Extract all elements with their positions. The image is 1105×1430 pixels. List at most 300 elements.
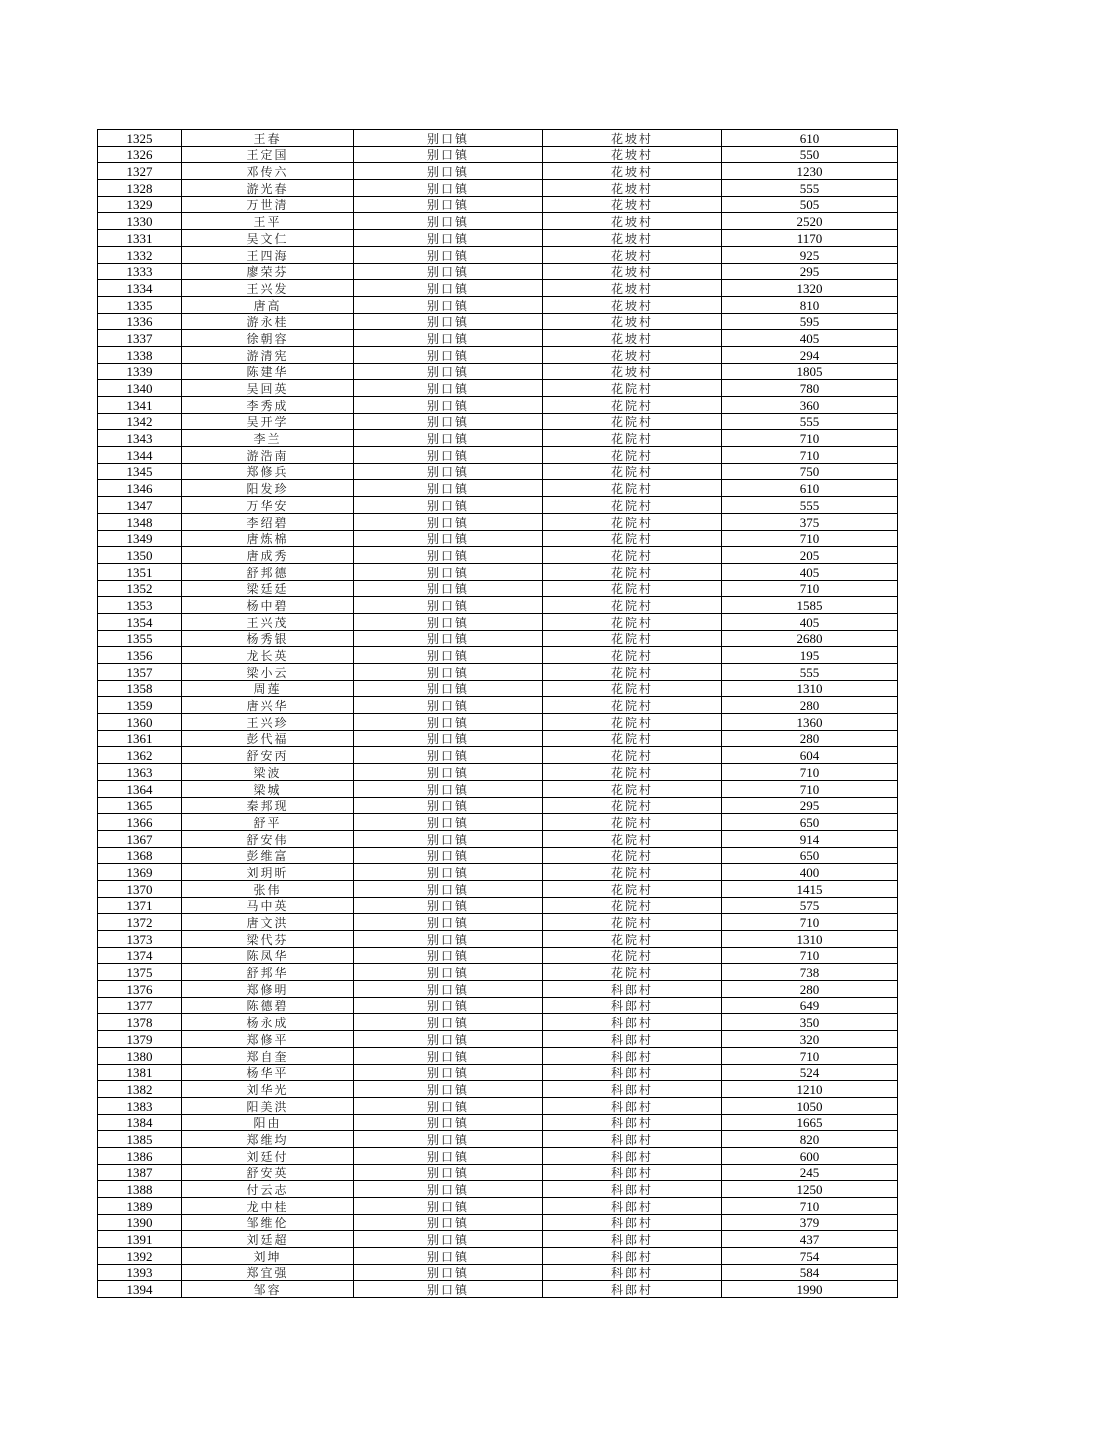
town-cell: 别口镇 bbox=[354, 263, 543, 280]
table-row bbox=[98, 764, 898, 781]
town-cell: 别口镇 bbox=[354, 664, 543, 681]
table-row bbox=[98, 330, 898, 347]
town-cell: 别口镇 bbox=[354, 246, 543, 263]
name-cell: 杨华平 bbox=[182, 1064, 354, 1081]
village-cell: 科郎村 bbox=[543, 1198, 722, 1215]
name-cell: 陈德碧 bbox=[182, 997, 354, 1014]
row-number-cell: 1380 bbox=[98, 1047, 182, 1064]
row-number-cell: 1355 bbox=[98, 630, 182, 647]
village-cell: 花院村 bbox=[543, 747, 722, 764]
village-cell: 科郎村 bbox=[543, 1097, 722, 1114]
amount-cell: 295 bbox=[722, 797, 898, 814]
table-row bbox=[98, 130, 898, 147]
amount-cell: 610 bbox=[722, 130, 898, 147]
row-number-cell: 1374 bbox=[98, 947, 182, 964]
table-row bbox=[98, 313, 898, 330]
row-number-cell: 1379 bbox=[98, 1031, 182, 1048]
village-cell: 科郎村 bbox=[543, 1114, 722, 1131]
table-row bbox=[98, 814, 898, 831]
village-cell: 花院村 bbox=[543, 430, 722, 447]
amount-cell: 379 bbox=[722, 1214, 898, 1231]
amount-cell: 1415 bbox=[722, 880, 898, 897]
village-cell: 科郎村 bbox=[543, 1014, 722, 1031]
town-cell: 别口镇 bbox=[354, 797, 543, 814]
amount-cell: 375 bbox=[722, 513, 898, 530]
town-cell: 别口镇 bbox=[354, 1181, 543, 1198]
row-number-cell: 1385 bbox=[98, 1131, 182, 1148]
amount-cell: 810 bbox=[722, 296, 898, 313]
amount-cell: 710 bbox=[722, 780, 898, 797]
village-cell: 花院村 bbox=[543, 397, 722, 414]
row-number-cell: 1339 bbox=[98, 363, 182, 380]
town-cell: 别口镇 bbox=[354, 630, 543, 647]
row-number-cell: 1376 bbox=[98, 981, 182, 998]
table-row bbox=[98, 1031, 898, 1048]
row-number-cell: 1375 bbox=[98, 964, 182, 981]
name-cell: 唐文洪 bbox=[182, 914, 354, 931]
town-cell: 别口镇 bbox=[354, 981, 543, 998]
table-row bbox=[98, 563, 898, 580]
amount-cell: 925 bbox=[722, 246, 898, 263]
row-number-cell: 1359 bbox=[98, 697, 182, 714]
table-row bbox=[98, 914, 898, 931]
row-number-cell: 1360 bbox=[98, 714, 182, 731]
name-cell: 舒邦华 bbox=[182, 964, 354, 981]
row-number-cell: 1377 bbox=[98, 997, 182, 1014]
name-cell: 马中英 bbox=[182, 897, 354, 914]
village-cell: 花院村 bbox=[543, 597, 722, 614]
amount-cell: 754 bbox=[722, 1248, 898, 1265]
name-cell: 梁小云 bbox=[182, 664, 354, 681]
row-number-cell: 1393 bbox=[98, 1264, 182, 1281]
table-row bbox=[98, 1231, 898, 1248]
amount-cell: 650 bbox=[722, 814, 898, 831]
village-cell: 花院村 bbox=[543, 463, 722, 480]
name-cell: 王兴发 bbox=[182, 280, 354, 297]
village-cell: 花院村 bbox=[543, 447, 722, 464]
row-number-cell: 1349 bbox=[98, 530, 182, 547]
row-number-cell: 1364 bbox=[98, 780, 182, 797]
amount-cell: 604 bbox=[722, 747, 898, 764]
name-cell: 梁廷廷 bbox=[182, 580, 354, 597]
row-number-cell: 1344 bbox=[98, 447, 182, 464]
village-cell: 科郎村 bbox=[543, 1181, 722, 1198]
village-cell: 花院村 bbox=[543, 647, 722, 664]
town-cell: 别口镇 bbox=[354, 430, 543, 447]
row-number-cell: 1394 bbox=[98, 1281, 182, 1298]
amount-cell: 710 bbox=[722, 580, 898, 597]
town-cell: 别口镇 bbox=[354, 1164, 543, 1181]
table-row bbox=[98, 1097, 898, 1114]
village-cell: 科郎村 bbox=[543, 1047, 722, 1064]
row-number-cell: 1368 bbox=[98, 847, 182, 864]
row-number-cell: 1369 bbox=[98, 864, 182, 881]
town-cell: 别口镇 bbox=[354, 1264, 543, 1281]
table-row bbox=[98, 480, 898, 497]
amount-cell: 195 bbox=[722, 647, 898, 664]
town-cell: 别口镇 bbox=[354, 1198, 543, 1215]
row-number-cell: 1386 bbox=[98, 1147, 182, 1164]
town-cell: 别口镇 bbox=[354, 714, 543, 731]
row-number-cell: 1390 bbox=[98, 1214, 182, 1231]
village-cell: 科郎村 bbox=[543, 1081, 722, 1098]
name-cell: 郑修兵 bbox=[182, 463, 354, 480]
table-row bbox=[98, 897, 898, 914]
village-cell: 花院村 bbox=[543, 764, 722, 781]
row-number-cell: 1343 bbox=[98, 430, 182, 447]
town-cell: 别口镇 bbox=[354, 580, 543, 597]
name-cell: 郑宜强 bbox=[182, 1264, 354, 1281]
name-cell: 龙中桂 bbox=[182, 1198, 354, 1215]
town-cell: 别口镇 bbox=[354, 864, 543, 881]
village-cell: 科郎村 bbox=[543, 1147, 722, 1164]
amount-cell: 710 bbox=[722, 1198, 898, 1215]
town-cell: 别口镇 bbox=[354, 513, 543, 530]
town-cell: 别口镇 bbox=[354, 463, 543, 480]
town-cell: 别口镇 bbox=[354, 1214, 543, 1231]
village-cell: 科郎村 bbox=[543, 1248, 722, 1265]
row-number-cell: 1356 bbox=[98, 647, 182, 664]
table-row bbox=[98, 1164, 898, 1181]
village-cell: 花院村 bbox=[543, 780, 722, 797]
town-cell: 别口镇 bbox=[354, 647, 543, 664]
row-number-cell: 1346 bbox=[98, 480, 182, 497]
village-cell: 花院村 bbox=[543, 897, 722, 914]
amount-cell: 2520 bbox=[722, 213, 898, 230]
amount-cell: 280 bbox=[722, 730, 898, 747]
village-cell: 花院村 bbox=[543, 730, 722, 747]
town-cell: 别口镇 bbox=[354, 280, 543, 297]
name-cell: 秦邦现 bbox=[182, 797, 354, 814]
table-row bbox=[98, 580, 898, 597]
table-row bbox=[98, 547, 898, 564]
amount-cell: 914 bbox=[722, 830, 898, 847]
village-cell: 花坡村 bbox=[543, 130, 722, 147]
village-cell: 花院村 bbox=[543, 664, 722, 681]
village-cell: 花院村 bbox=[543, 530, 722, 547]
row-number-cell: 1388 bbox=[98, 1181, 182, 1198]
name-cell: 王兴珍 bbox=[182, 714, 354, 731]
village-cell: 花坡村 bbox=[543, 280, 722, 297]
village-cell: 科郎村 bbox=[543, 1214, 722, 1231]
amount-cell: 1230 bbox=[722, 163, 898, 180]
row-number-cell: 1329 bbox=[98, 196, 182, 213]
name-cell: 李绍碧 bbox=[182, 513, 354, 530]
town-cell: 别口镇 bbox=[354, 1248, 543, 1265]
amount-cell: 205 bbox=[722, 547, 898, 564]
table-row bbox=[98, 664, 898, 681]
table-row bbox=[98, 430, 898, 447]
amount-cell: 295 bbox=[722, 263, 898, 280]
row-number-cell: 1351 bbox=[98, 563, 182, 580]
amount-cell: 710 bbox=[722, 447, 898, 464]
town-cell: 别口镇 bbox=[354, 1114, 543, 1131]
town-cell: 别口镇 bbox=[354, 1081, 543, 1098]
table-row bbox=[98, 714, 898, 731]
name-cell: 王四海 bbox=[182, 246, 354, 263]
village-cell: 花院村 bbox=[543, 480, 722, 497]
row-number-cell: 1373 bbox=[98, 931, 182, 948]
village-cell: 花院村 bbox=[543, 630, 722, 647]
amount-cell: 1310 bbox=[722, 680, 898, 697]
row-number-cell: 1366 bbox=[98, 814, 182, 831]
amount-cell: 780 bbox=[722, 380, 898, 397]
village-cell: 科郎村 bbox=[543, 1031, 722, 1048]
amount-cell: 710 bbox=[722, 430, 898, 447]
amount-cell: 2680 bbox=[722, 630, 898, 647]
amount-cell: 294 bbox=[722, 346, 898, 363]
name-cell: 刘廷超 bbox=[182, 1231, 354, 1248]
row-number-cell: 1330 bbox=[98, 213, 182, 230]
village-cell: 科郎村 bbox=[543, 1264, 722, 1281]
town-cell: 别口镇 bbox=[354, 346, 543, 363]
amount-cell: 1170 bbox=[722, 230, 898, 247]
table-row bbox=[98, 864, 898, 881]
village-cell: 花坡村 bbox=[543, 196, 722, 213]
name-cell: 梁城 bbox=[182, 780, 354, 797]
name-cell: 万华安 bbox=[182, 497, 354, 514]
town-cell: 别口镇 bbox=[354, 213, 543, 230]
town-cell: 别口镇 bbox=[354, 1014, 543, 1031]
name-cell: 游清宪 bbox=[182, 346, 354, 363]
name-cell: 刘坤 bbox=[182, 1248, 354, 1265]
town-cell: 别口镇 bbox=[354, 180, 543, 197]
name-cell: 游浩南 bbox=[182, 447, 354, 464]
town-cell: 别口镇 bbox=[354, 330, 543, 347]
name-cell: 郑维均 bbox=[182, 1131, 354, 1148]
table-row bbox=[98, 280, 898, 297]
town-cell: 别口镇 bbox=[354, 447, 543, 464]
table-row bbox=[98, 880, 898, 897]
table-row bbox=[98, 346, 898, 363]
name-cell: 王春 bbox=[182, 130, 354, 147]
town-cell: 别口镇 bbox=[354, 196, 543, 213]
amount-cell: 650 bbox=[722, 847, 898, 864]
town-cell: 别口镇 bbox=[354, 146, 543, 163]
amount-cell: 710 bbox=[722, 764, 898, 781]
amount-cell: 595 bbox=[722, 313, 898, 330]
table-row bbox=[98, 1114, 898, 1131]
amount-cell: 710 bbox=[722, 947, 898, 964]
village-cell: 花院村 bbox=[543, 580, 722, 597]
row-number-cell: 1370 bbox=[98, 880, 182, 897]
town-cell: 别口镇 bbox=[354, 296, 543, 313]
table-row bbox=[98, 447, 898, 464]
name-cell: 舒安英 bbox=[182, 1164, 354, 1181]
village-cell: 花院村 bbox=[543, 931, 722, 948]
table-row bbox=[98, 380, 898, 397]
amount-cell: 555 bbox=[722, 664, 898, 681]
name-cell: 刘廷付 bbox=[182, 1147, 354, 1164]
name-cell: 阳发珍 bbox=[182, 480, 354, 497]
village-cell: 花坡村 bbox=[543, 363, 722, 380]
table-row bbox=[98, 1198, 898, 1215]
village-cell: 花坡村 bbox=[543, 230, 722, 247]
amount-cell: 280 bbox=[722, 697, 898, 714]
row-number-cell: 1332 bbox=[98, 246, 182, 263]
table-row bbox=[98, 513, 898, 530]
table-row bbox=[98, 1248, 898, 1265]
table-row bbox=[98, 1081, 898, 1098]
table-row bbox=[98, 363, 898, 380]
village-cell: 花院村 bbox=[543, 714, 722, 731]
amount-cell: 405 bbox=[722, 563, 898, 580]
table-row bbox=[98, 931, 898, 948]
table-row bbox=[98, 397, 898, 414]
row-number-cell: 1361 bbox=[98, 730, 182, 747]
village-cell: 花院村 bbox=[543, 830, 722, 847]
table-row bbox=[98, 213, 898, 230]
town-cell: 别口镇 bbox=[354, 830, 543, 847]
name-cell: 杨中碧 bbox=[182, 597, 354, 614]
village-cell: 花院村 bbox=[543, 497, 722, 514]
table-body bbox=[98, 130, 898, 1298]
table-row bbox=[98, 196, 898, 213]
table-row bbox=[98, 1214, 898, 1231]
town-cell: 别口镇 bbox=[354, 397, 543, 414]
amount-cell: 1250 bbox=[722, 1181, 898, 1198]
town-cell: 别口镇 bbox=[354, 680, 543, 697]
name-cell: 吴开学 bbox=[182, 413, 354, 430]
amount-cell: 750 bbox=[722, 463, 898, 480]
amount-cell: 555 bbox=[722, 180, 898, 197]
row-number-cell: 1333 bbox=[98, 263, 182, 280]
amount-cell: 320 bbox=[722, 1031, 898, 1048]
row-number-cell: 1389 bbox=[98, 1198, 182, 1215]
amount-cell: 1210 bbox=[722, 1081, 898, 1098]
table-row bbox=[98, 647, 898, 664]
amount-cell: 1320 bbox=[722, 280, 898, 297]
row-number-cell: 1391 bbox=[98, 1231, 182, 1248]
row-number-cell: 1363 bbox=[98, 764, 182, 781]
village-cell: 花坡村 bbox=[543, 313, 722, 330]
row-number-cell: 1378 bbox=[98, 1014, 182, 1031]
name-cell: 梁波 bbox=[182, 764, 354, 781]
amount-cell: 1665 bbox=[722, 1114, 898, 1131]
name-cell: 徐朝容 bbox=[182, 330, 354, 347]
table-row bbox=[98, 263, 898, 280]
name-cell: 郑修平 bbox=[182, 1031, 354, 1048]
town-cell: 别口镇 bbox=[354, 880, 543, 897]
row-number-cell: 1345 bbox=[98, 463, 182, 480]
town-cell: 别口镇 bbox=[354, 1097, 543, 1114]
town-cell: 别口镇 bbox=[354, 1231, 543, 1248]
row-number-cell: 1334 bbox=[98, 280, 182, 297]
town-cell: 别口镇 bbox=[354, 897, 543, 914]
amount-cell: 1990 bbox=[722, 1281, 898, 1298]
village-cell: 花院村 bbox=[543, 880, 722, 897]
row-number-cell: 1367 bbox=[98, 830, 182, 847]
name-cell: 舒安丙 bbox=[182, 747, 354, 764]
village-cell: 花院村 bbox=[543, 914, 722, 931]
name-cell: 吴回英 bbox=[182, 380, 354, 397]
town-cell: 别口镇 bbox=[354, 530, 543, 547]
town-cell: 别口镇 bbox=[354, 780, 543, 797]
name-cell: 周莲 bbox=[182, 680, 354, 697]
row-number-cell: 1327 bbox=[98, 163, 182, 180]
town-cell: 别口镇 bbox=[354, 997, 543, 1014]
row-number-cell: 1326 bbox=[98, 146, 182, 163]
table-row bbox=[98, 530, 898, 547]
village-cell: 花坡村 bbox=[543, 330, 722, 347]
name-cell: 游永桂 bbox=[182, 313, 354, 330]
name-cell: 邹容 bbox=[182, 1281, 354, 1298]
name-cell: 王平 bbox=[182, 213, 354, 230]
table-row bbox=[98, 847, 898, 864]
town-cell: 别口镇 bbox=[354, 1047, 543, 1064]
row-number-cell: 1383 bbox=[98, 1097, 182, 1114]
town-cell: 别口镇 bbox=[354, 613, 543, 630]
row-number-cell: 1337 bbox=[98, 330, 182, 347]
table-row bbox=[98, 1064, 898, 1081]
village-cell: 花坡村 bbox=[543, 213, 722, 230]
name-cell: 廖荣芬 bbox=[182, 263, 354, 280]
row-number-cell: 1328 bbox=[98, 180, 182, 197]
village-cell: 花坡村 bbox=[543, 146, 722, 163]
row-number-cell: 1335 bbox=[98, 296, 182, 313]
name-cell: 杨秀银 bbox=[182, 630, 354, 647]
village-cell: 花院村 bbox=[543, 380, 722, 397]
table-row bbox=[98, 680, 898, 697]
table-row bbox=[98, 630, 898, 647]
table-row bbox=[98, 747, 898, 764]
table-row bbox=[98, 163, 898, 180]
row-number-cell: 1340 bbox=[98, 380, 182, 397]
amount-cell: 600 bbox=[722, 1147, 898, 1164]
row-number-cell: 1372 bbox=[98, 914, 182, 931]
table-row bbox=[98, 230, 898, 247]
table-row bbox=[98, 797, 898, 814]
town-cell: 别口镇 bbox=[354, 697, 543, 714]
village-cell: 花院村 bbox=[543, 847, 722, 864]
name-cell: 王兴茂 bbox=[182, 613, 354, 630]
name-cell: 唐成秀 bbox=[182, 547, 354, 564]
village-cell: 花坡村 bbox=[543, 346, 722, 363]
town-cell: 别口镇 bbox=[354, 814, 543, 831]
amount-cell: 820 bbox=[722, 1131, 898, 1148]
name-cell: 郑自奎 bbox=[182, 1047, 354, 1064]
table-row bbox=[98, 964, 898, 981]
village-cell: 花院村 bbox=[543, 513, 722, 530]
row-number-cell: 1342 bbox=[98, 413, 182, 430]
name-cell: 吴文仁 bbox=[182, 230, 354, 247]
village-cell: 花坡村 bbox=[543, 296, 722, 313]
table-row bbox=[98, 697, 898, 714]
village-cell: 花院村 bbox=[543, 547, 722, 564]
name-cell: 彭代福 bbox=[182, 730, 354, 747]
town-cell: 别口镇 bbox=[354, 947, 543, 964]
table-row bbox=[98, 1147, 898, 1164]
row-number-cell: 1387 bbox=[98, 1164, 182, 1181]
town-cell: 别口镇 bbox=[354, 964, 543, 981]
town-cell: 别口镇 bbox=[354, 1147, 543, 1164]
amount-cell: 584 bbox=[722, 1264, 898, 1281]
table-row bbox=[98, 1047, 898, 1064]
data-table bbox=[97, 129, 898, 1298]
name-cell: 唐炼棉 bbox=[182, 530, 354, 547]
town-cell: 别口镇 bbox=[354, 914, 543, 931]
amount-cell: 555 bbox=[722, 413, 898, 430]
name-cell: 舒邦德 bbox=[182, 563, 354, 580]
amount-cell: 245 bbox=[722, 1164, 898, 1181]
name-cell: 彭维富 bbox=[182, 847, 354, 864]
table-row bbox=[98, 1281, 898, 1298]
table-row bbox=[98, 830, 898, 847]
table-row bbox=[98, 613, 898, 630]
table-row bbox=[98, 947, 898, 964]
village-cell: 科郎村 bbox=[543, 997, 722, 1014]
village-cell: 花院村 bbox=[543, 680, 722, 697]
